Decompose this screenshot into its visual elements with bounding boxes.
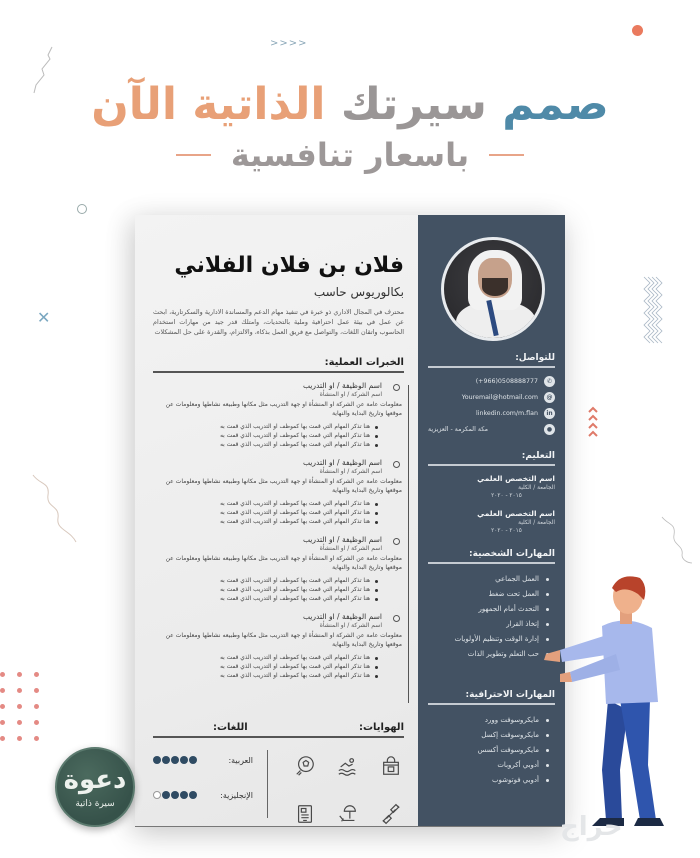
chevrons-right-decoration: >>>> [270,38,308,49]
job-tasks-list [153,577,382,604]
subtitle-line-right [489,154,524,156]
job-entry [153,458,404,527]
small-circle-decoration [77,204,87,214]
hobbies-languages-divider [267,750,268,818]
education-heading: التعليم: [521,451,555,461]
timeline-node [393,615,400,622]
experience-timeline [408,385,410,703]
location-pin-icon: ● [544,424,555,435]
person-illustration [540,570,690,830]
football-icon [292,753,318,779]
personal-skills-section [428,549,555,662]
subtitle-line-left [176,154,211,156]
linkedin-text: linkedin.com/m.flan [475,410,538,417]
skill-item: مايكروسوفت أكسس [428,743,549,758]
education-university: الجامعة / الكلية [518,485,555,491]
job-description: معلومات عامة عن الشركة او المنشأة او جهة التدريب مثل مكانها وطبيعه نشاطها ومعلومات عن موقعها وتاريخ البداية والنهاية [165,400,402,417]
language-level-dots [153,756,197,764]
job-entry [153,381,404,450]
education-major: اسم التخصص العلمي [477,474,555,483]
swimming-icon [335,753,361,779]
skill-item: أدوبي أكروبات [428,758,549,773]
education-years: ٢٠١٥ - ٢٠٢٠ [491,528,522,534]
education-divider [428,464,555,466]
shopping-bag-icon [378,753,404,779]
contact-heading: للتواصل: [515,353,555,363]
language-row-english [153,791,253,800]
skill-item: مايكروسوفت وورد [428,713,549,728]
cv-template-card [135,215,565,827]
experience-heading: الخبرات العملية: [324,357,404,368]
headline-word-cv: سيرتك [340,79,487,130]
job-company: اسم الشركة / او المنشأة [319,390,382,398]
logo-mark: دعوة [63,765,127,795]
job-entry [153,612,404,681]
cv-name: فلان بن فلان الفلاني [174,253,404,278]
email-icon: @ [544,392,555,403]
brand-logo-badge [55,747,135,827]
job-company: اسم الشركة / او المنشأة [319,467,382,475]
education-years: ٢٠١٥ - ٢٠٢٠ [491,493,522,499]
job-tasks-list [153,500,382,527]
personal-skills-list [428,572,555,662]
language-label: العربية: [228,755,253,765]
contact-divider [428,366,555,368]
experience-section [153,357,404,689]
job-task: هنا تذكر المهام التي قمت بها كموظف او التدريب الذي قمت به [153,509,378,518]
education-item [428,474,555,501]
wavy-line-decoration [30,470,80,545]
job-description: معلومات عامة عن الشركة او المنشأة او جهة التدريب مثل مكانها وطبيعه نشاطها ومعلومات عن موقعها وتاريخ البداية والنهاية [165,631,402,648]
job-tasks-list [153,423,382,450]
job-task: هنا تذكر المهام التي قمت بها كموظف او التدريب الذي قمت به [153,423,378,432]
job-task: هنا تذكر المهام التي قمت بها كموظف او التدريب الذي قمت به [153,518,378,527]
skill-item: العمل الجماعي [428,572,549,587]
job-title: اسم الوظيفة / او التدريب [302,457,382,467]
orange-dot-decoration [632,25,643,36]
timeline-node [393,538,400,545]
headline-word-now: الذاتية الآن [91,79,326,130]
profile-photo [441,237,545,341]
bottom-headings [153,722,404,733]
email-text: Youremail@hotmail.com [461,394,538,401]
headline-subtitle: باسعار تنافسية [230,136,470,174]
personal-skills-divider [428,562,555,564]
languages-list [153,750,253,827]
job-entry [153,535,404,604]
contact-section [428,353,555,440]
skill-item: حب التعلم وتطوير الذات [428,647,549,662]
professional-skills-list [428,713,555,788]
cv-main-column [135,215,418,826]
phone-icon: ✆ [544,376,555,387]
wavy-line-right-decoration [660,515,695,565]
education-university: الجامعة / الكلية [518,520,555,526]
contact-location [428,424,555,435]
bottom-divider [153,736,404,738]
skill-item: العمل تحت ضغط [428,587,549,602]
x-mark-decoration: ✕ [37,308,51,327]
skill-item: إتخاذ القرار [428,617,549,632]
cv-summary: محترف في المجال الاداري ذو خبرة في تنفيذ مهام الدعم والمساندة الادارية والسكرتارية، ابحث عن عمل في بيئة عمل احترافية وملية بالتحديات، وامتلك قدر جيد من مهارات استخدام الحاسوب واتقان اللغات، والتواصل مع فريق العمل بذكاء، والالتزام، والقدرة على حل المشكلات [153,308,404,336]
phone-text: (+966)0508888777 [475,378,538,385]
timeline-node [393,384,400,391]
beach-umbrella-icon [335,801,361,827]
hobbies-heading: الهوايات: [358,722,404,733]
linkedin-icon: in [544,408,555,419]
skill-item: التحدث أمام الجمهور [428,602,549,617]
job-title: اسم الوظيفة / او التدريب [302,380,382,390]
skill-item: مايكروسوفت إكسل [428,728,549,743]
bottom-body [153,750,404,827]
job-task: هنا تذكر المهام التي قمت بها كموظف او التدريب الذي قمت به [153,595,378,604]
headline-subtitle-row [0,136,700,174]
contact-email [428,392,555,403]
timeline-node [393,461,400,468]
job-company: اسم الشركة / او المنشأة [319,544,382,552]
job-tasks-list [153,654,382,681]
zigzag-stripes-decoration [640,275,664,345]
dumbbell-icon [378,801,404,827]
newspaper-icon [292,801,318,827]
professional-skills-heading: المهارات الاحترافية: [465,690,555,700]
job-task: هنا تذكر المهام التي قمت بها كموظف او التدريب الذي قمت به [153,654,378,663]
education-section [428,451,555,544]
watermark: حراج [560,812,623,842]
cv-degree-title: بكالوريوس حاسب [313,285,404,299]
job-description: معلومات عامة عن الشركة او المنشأة او جهة التدريب مثل مكانها وطبيعه نشاطها ومعلومات عن موقعها وتاريخ البداية والنهاية [165,477,402,494]
professional-skills-section [428,690,555,788]
contact-phone [428,376,555,387]
job-company: اسم الشركة / او المنشأة [319,621,382,629]
location-text: مكة المكرمة - العزيزية [428,426,489,433]
contact-linkedin [428,408,555,419]
job-task: هنا تذكر المهام التي قمت بها كموظف او التدريب الذي قمت به [153,441,378,450]
hobbies-grid [282,750,404,827]
dot-grid-decoration [0,672,39,741]
job-title: اسم الوظيفة / او التدريب [302,611,382,621]
personal-skills-heading: المهارات الشخصية: [469,549,555,559]
hobbies-languages-section [153,722,404,827]
skill-item: إدارة الوقت وتنظيم الأولويات [428,632,549,647]
job-task: هنا تذكر المهام التي قمت بها كموظف او التدريب الذي قمت به [153,672,378,681]
job-task: هنا تذكر المهام التي قمت بها كموظف او التدريب الذي قمت به [153,663,378,672]
education-major: اسم التخصص العلمي [477,509,555,518]
job-title: اسم الوظيفة / او التدريب [302,534,382,544]
job-task: هنا تذكر المهام التي قمت بها كموظف او التدريب الذي قمت به [153,577,378,586]
language-level-dots [153,791,197,799]
job-task: هنا تذكر المهام التي قمت بها كموظف او التدريب الذي قمت به [153,586,378,595]
language-row-arabic [153,756,253,765]
languages-heading: اللغات: [213,722,248,733]
promo-headline [0,80,700,174]
logo-text: سيرة ذاتية [75,799,115,809]
chevrons-up-decoration [587,405,599,445]
job-task: هنا تذكر المهام التي قمت بها كموظف او التدريب الذي قمت به [153,432,378,441]
language-label: الإنجليزية: [220,790,253,800]
education-item [428,509,555,536]
headline-word-design: صمم [502,79,609,130]
job-description: معلومات عامة عن الشركة او المنشأة او جهة التدريب مثل مكانها وطبيعه نشاطها ومعلومات عن موقعها وتاريخ البداية والنهاية [165,554,402,571]
job-task: هنا تذكر المهام التي قمت بها كموظف او التدريب الذي قمت به [153,500,378,509]
professional-skills-divider [428,703,555,705]
headline-main [0,80,700,130]
skill-item: أدوبي فوتوشوب [428,773,549,788]
